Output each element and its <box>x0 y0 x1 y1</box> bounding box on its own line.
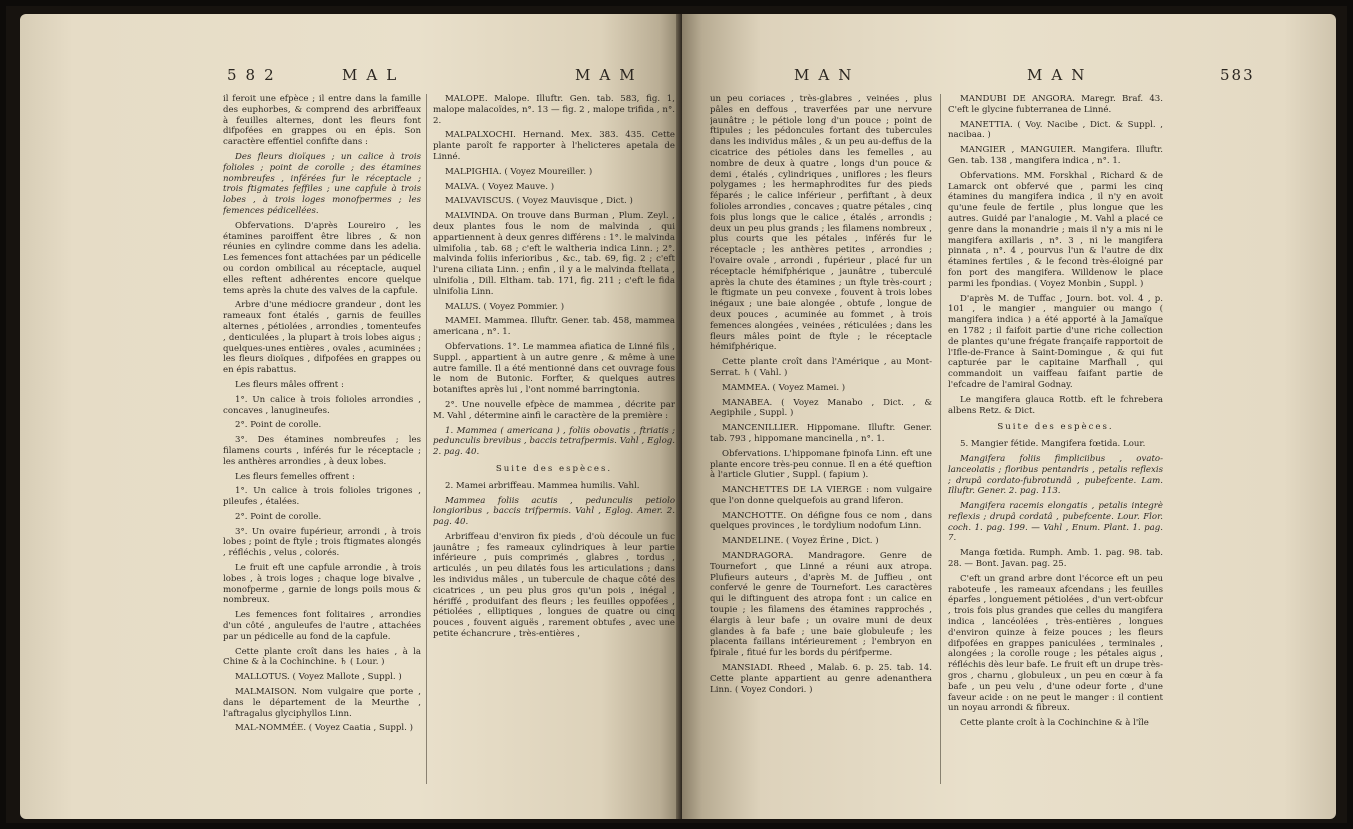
paragraph: Cette plante croît à la Cochinchine & à l'île <box>960 718 1149 729</box>
paragraph: MALOPE. Malope. Illuftr. Gen. tab. 583, fig. 1, malope malacoïdes, n°. 13 — fig. 2 , malope trifida , n°. 2. <box>433 94 675 126</box>
paragraph: MALVINDA. On trouve dans Burman , Plum. Zeyl. , deux plantes fous le nom de malvinda , qui appartiennent à deux genres différens : 1°. le malvinda ulmifolia , tab. 68 ; c'eft le waltheria indica Linn. ; 2°. malvinda foliis inferioribus , &c., tab. 69, fig. 2 ; c'eft l'urena ciliata Linn. ; enfin , il y a le malvinda ftellata , ulnifolia , Dill. Eltham. tab. 171, fig. 211 ; c'eft le fida ulnifolia Linn. <box>433 211 675 297</box>
paragraph: Mangifera foliis fimpliciibus , ovato-lanceolatis ; floribus pentandris , petalis reflexis ; drupâ cordato-fubrotundâ , pubefcente. Lam. Illuftr. Gener. 2. pag. 113. <box>948 453 1163 497</box>
right-column-2 <box>948 94 1163 799</box>
section-heading: Suite des espèces. <box>997 422 1114 433</box>
paragraph: C'eft un grand arbre dont l'écorce eft un peu raboteufe , les rameaux afcendans ; les feuilles éparfes , longuement pétiolées , d'un vert-obfcur , trois fois plus grandes que celles du mangifera indica , lancéolées , très-entières , longues d'environ quinze à feize pouces ; les fleurs difpofées en grappes paniculées , terminales , alongées ; la corolle rouge ; les pétales aigus , réfléchis dès leur bafe. Le fruit eft un drupe très-gros , charnu , globuleux , un peu en cœur à fa bafe , un peu velu , d'une odeur forte , d'une faveur acide : on ne peut le manger : il contient un noyau arrondi & fibreux. <box>948 573 1163 714</box>
paragraph: Arbriffeau d'environ fix pieds , d'où découle un fuc jaunâtre ; fes rameaux cylindriques à leur partie inférieure , puis comprimés , glabres , tordus , articulés , un peu dilatés fous les articulations ; dans les individus mâles , un tubercule de chaque côté des cicatrices , un peu plus gros qu'un pois , inégal , hériffé , produifant des fleurs ; les feuilles oppofées , pétiolées , elliptiques , longues de quatre ou cinq pouces , fouvent aiguës , rarement obtufes , avec une petite échancrure , très-entières , <box>433 531 675 640</box>
paragraph: 5. Mangier fétide. Mangifera fœtida. Lour. <box>960 439 1146 450</box>
paragraph: MANCENILLIER. Hippomane. Illuftr. Gener. tab. 793 , hippomane mancinella , n°. 1. <box>710 423 932 444</box>
paragraph: MANETTIA. ( Voy. Nacibe , Dict. & Suppl. , nacibaa. ) <box>948 119 1163 141</box>
right-page <box>682 14 1336 819</box>
paragraph: Obfervations. L'hippomane fpinofa Linn. eft une plante encore très-peu connue. Il en a été queftion à l'article Glutier , Suppl. ( fapium ). <box>710 448 932 481</box>
paragraph: MALVA. ( Voyez Mauve. ) <box>445 181 555 192</box>
paragraph: MALLOTUS. ( Voyez Mallote , Suppl. ) <box>235 672 402 683</box>
left-column-2 <box>433 94 675 799</box>
paragraph: 2°. Point de corolle. <box>235 420 322 431</box>
paragraph: MANCHOTTE. On défigne fous ce nom , dans quelques provinces , le tordylium nodofum Linn. <box>710 510 932 532</box>
paragraph: MALMAISON. Nom vulgaire que porte , dans le département de la Meurthe , l'aftragalus glyciphyllos Linn. <box>223 687 421 719</box>
paragraph: Obfervations. D'après Loureiro , les étamines paroiffent être libres , & non réunies en cylindre comme dans les adelia. Les femences font attachées par un pédicelle ou cordon ombilical au réceptacle, auquel elles reftent adhérentes encore quelque tems après la chute des valves de la capfule. <box>223 220 421 296</box>
left-column-1 <box>223 94 421 799</box>
paragraph: Cette plante croît dans l'Amérique , au Mont-Serrat. ♄ ( Vahl. ) <box>710 357 932 378</box>
paragraph: Le fruit eft une capfule arrondie , à trois lobes , à trois loges ; chaque loge bivalve , monofperme , garnie de longs poils mous & nombreux. <box>223 563 421 606</box>
paragraph: D'après M. de Tuffac , Journ. bot. vol. 4 , p. 101 , le mangier , manguier ou mango ( mangifera indica ) a été apporté à la Jamaïque en 1782 ; il faifoit partie d'une riche collection de plantes qu'une frégate françaife rapportoit de l'Ifle-de-France à Saint-Domingue , & qui fut capturée par le capitaine Marfhall , qui commandoit un vaiffeau faifant partie de l'efcadre de l'amiral Godnay. <box>948 293 1163 390</box>
paragraph: Des fleurs dioïques ; un calice à trois folioles ; point de corolle ; des étamines nombreufes , inférées fur le réceptacle ; trois ftigmates feffiles ; une capfule à trois lobes , à trois loges monofpermes ; les femences pédicellées. <box>223 151 421 216</box>
left-page-number: 582 <box>227 66 283 84</box>
open-book <box>6 6 1347 823</box>
paragraph: Arbre d'une médiocre grandeur , dont les rameaux font étalés , garnis de feuilles alternes , pétiolées , arrondies , tomenteufes , denticulées , la plupart à trois lobes aigus ; quelques-unes entières , ovales , acuminées ; les fleurs dioïques , difpofées en grappes ou en épis rabattus. <box>223 300 421 376</box>
paragraph: Obfervations. MM. Forskhal , Richard & de Lamarck ont obfervé que , parmi les cinq étamines du mangifera indica , il n'y en avoit qu'une feule de fertile , plus longue que les autres. Guidé par l'analogie , M. Vahl a placé ce genre dans la monandrie ; mais il n'y a mis ni le mangifera axillaris , n°. 3 , ni le mangifera pinnata , n°. 4 , pourvus l'un & l'autre de dix étamines fertiles , & le fecond très-éloigné par fon port des mangifera. Willdenow le place parmi les fpondias. ( Voyez Monbin , Suppl. ) <box>948 170 1163 289</box>
paragraph: MANCHETTES DE LA VIERGE : nom vulgaire que l'on donne quelquefois au grand liferon. <box>710 485 932 506</box>
column-rule <box>940 94 941 784</box>
paragraph: MANDRAGORA. Mandragore. Genre de Tournefort , que Linné a réuni aux atropa. Plufieurs auteurs , d'après M. de Juffieu , ont confervé le genre de Tournefort. Les caractères qui le diftinguent des atropa font : un calice en toupie ; les filamens des étamines rapprochés , élargis à leur bafe ; un ovaire muni de deux glandes à fa bafe ; une baie globuleufe ; les placenta faillans intérieurement ; l'embryon en fpirale , fitué fur les bords du périfperme. <box>710 551 932 659</box>
paragraph: Mammea foliis acutis , pedunculis petiolo longioribus , baccis trifpermis. Vahl , Eglog. Amer. 2. pag. 40. <box>433 495 675 528</box>
paragraph: Les femences font folitaires , arrondies d'un côté , anguleufes de l'autre , attachées par un pédicelle au fond de la capfule. <box>223 610 421 642</box>
paragraph: 3°. Des étamines nombreufes ; les filamens courts , inférés fur le réceptacle ; les anthères arrondies , à deux lobes. <box>223 435 421 467</box>
paragraph: MALVAVISCUS. ( Voyez Mauvisque , Dict. ) <box>445 196 633 207</box>
paragraph: 2°. Point de corolle. <box>235 511 322 522</box>
paragraph: MANDELINE. ( Voyez Érine , Dict. ) <box>722 536 879 547</box>
paragraph: il feroit une efpèce ; il entre dans la famille des euphorbes, & comprend des arbriffeaux à feuilles alternes, dont les fleurs font difpofées en grappes ou en épis. Son caractère effentiel confifte dans : <box>223 94 421 148</box>
paragraph: Mangifera racemis elongatis , petalis integrè reflexis ; drupâ cordatâ , pubefcente. Lour. Flor. coch. 1. pag. 199. — Vahl , Enum. Plant. 1. pag. 7. <box>948 501 1163 544</box>
paragraph: MAL-NOMMÉE. ( Voyez Caatia , Suppl. ) <box>235 723 413 734</box>
left-page <box>20 14 680 819</box>
paragraph: Les fleurs femelles offrent : <box>235 471 355 482</box>
paragraph: 1. Mammea ( americana ) , foliis obovatis , ftriatis ; pedunculis brevibus , baccis tetrafpermis. Vahl , Eglog. 2. pag. 40. <box>433 425 675 458</box>
left-header-mal: MAL <box>342 66 406 84</box>
paragraph: 2°. Une nouvelle efpèce de mammea , décrite par M. Vahl , détermine ainfi le caractère de la première : <box>433 399 675 421</box>
right-header-man-1: MAN <box>794 66 861 84</box>
paragraph: 1°. Un calice à trois folioles arrondies , concaves , lanugineufes. <box>223 394 421 416</box>
right-header-man-2: MAN <box>1027 66 1094 84</box>
paragraph: Les fleurs mâles offrent : <box>235 379 344 390</box>
column-rule <box>426 94 427 784</box>
paragraph: MALPIGHIA. ( Voyez Moureiller. ) <box>445 166 593 177</box>
section-heading: Suite des espèces. <box>495 463 613 474</box>
paragraph: 2. Mamei arbriffeau. Mammea humilis. Vahl. <box>445 480 640 491</box>
left-header-mam: MAM <box>575 66 644 84</box>
right-column-1 <box>710 94 932 799</box>
paragraph: 1°. Un calice à trois folioles trigones , pileufes , étalées. <box>223 486 421 508</box>
paragraph: MAMMEA. ( Voyez Mamei. ) <box>722 382 846 393</box>
paragraph: MANGIER , MANGUIER. Mangifera. Illuftr. Gen. tab. 138 , mangifera indica , n°. 1. <box>948 145 1163 166</box>
paragraph: MAMEI. Mammea. Illuftr. Gener. tab. 458, mammea americana , n°. 1. <box>433 316 675 338</box>
paragraph: Cette plante croît dans les haies , à la Chine & à la Cochinchine. ♄ ( Lour. ) <box>223 646 421 668</box>
paragraph: MALPALXOCHI. Hernand. Mex. 383. 435. Cette plante paroît fe rapporter à l'helicteres apetala de Linné. <box>433 130 675 162</box>
paragraph: MALUS. ( Voyez Pommier. ) <box>445 301 565 312</box>
paragraph: MANDUBI DE ANGORA. Maregr. Braf. 43. C'eft le glycine fubterranea de Linné. <box>948 94 1163 115</box>
paragraph: MANSIADI. Rheed , Malab. 6. p. 25. tab. 14. Cette plante appartient au genre adenanthera Linn. ( Voyez Condori. ) <box>710 663 932 695</box>
paragraph: 3°. Un ovaire fupérieur, arrondi , à trois lobes ; point de ftyle ; trois ftigmates alongés , réfléchis , velus , colorés. <box>223 526 421 559</box>
paragraph: Manga fœtida. Rumph. Amb. 1. pag. 98. tab. 28. — Bont. Javan. pag. 25. <box>948 548 1163 570</box>
paragraph: un peu coriaces , très-glabres , veinées , plus pâles en deffous , traverfées par une nervure jaunâtre ; le pétiole long d'un pouce ; point de ftipules ; les pédoncules fortant des tubercules dans les individus mâles , & un peu au-deffus de la cicatrice des pétioles dans les femelles , au nombre de deux à quatre , longs d'un pouce & demi , étalés , cylindriques , uniflores ; les fleurs polygames ; les hermaphrodites fur des pieds féparés ; le calice inférieur , perfiftant , à deux folioles arrondies , concaves ; quatre pétales , cinq fois plus longs que le calice , étalés , arrondis ; deux un peu plus grands ; les filamens nombreux , plus courts que les pétales , inférés fur le réceptacle ; les anthères petites , arrondies ; l'ovaire ovale , arrondi , fupérieur , placé fur un réceptacle hémifphérique , jaunâtre , tuberculé après la chute des étamines ; un ftyle très-court ; le ftigmate un peu convexe , fouvent à trois lobes inégaux ; une baie alongée , obtufe , longue de deux pouces , acuminée au fommet , à trois femences alongées , veinées , réticulées ; dans les fleurs mâles point de ftyle ; le réceptacle hémifphérique. <box>710 94 932 353</box>
paragraph: Le mangifera glauca Rottb. eft le fchrebera albens Retz. & Dict. <box>948 394 1163 416</box>
right-page-number: 583 <box>1220 66 1255 84</box>
paragraph: Obfervations. 1°. Le mammea afiatica de Linné fils , Suppl. , appartient à un autre genre , & même à une autre famille. Il a été mentionné dans cet ouvrage fous le nom de Butonic. Forfter, & quelques autres botaniftes après lui , l'ont nommé barringtonia. <box>433 341 675 396</box>
paragraph: MANABEA. ( Voyez Manabo , Dict. , & Aegiphile , Suppl. ) <box>710 397 932 419</box>
